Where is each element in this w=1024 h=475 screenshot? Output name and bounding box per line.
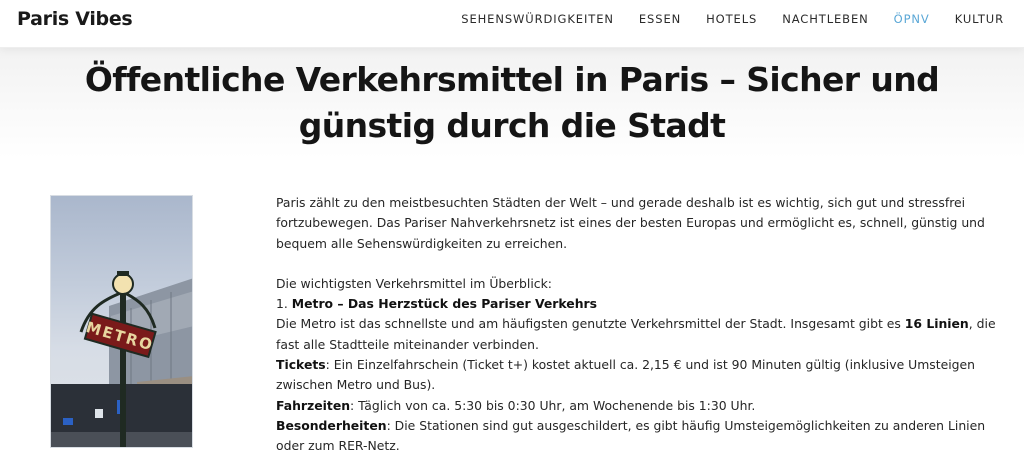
metro-desc-part1: Die Metro ist das schnellste und am häufigsten genutzte Verkehrsmittel der Stadt. Insgesamt gibt es [276,316,905,332]
metro-heading-number: 1. [276,296,288,312]
hours-label: Fahrzeiten [276,397,351,413]
tickets-text: : Ein Einzelfahrschein (Ticket t+) kostet aktuell ca. 2,15 € und ist 90 Minuten gültig (inklusive Umsteigen zwischen Metro und Bus). [276,357,975,393]
special-paragraph [276,416,996,457]
metro-entrance-illustration [51,196,193,448]
page-title-line-1: Öffentliche Verkehrsmittel in Paris – Sicher und [84,60,940,99]
hours-text: : Täglich von ca. 5:30 bis 0:30 Uhr, am Wochenende bis 1:30 Uhr. [350,397,756,413]
metro-heading-text: Metro – Das Herzstück des Pariser Verkehrs [291,296,598,312]
lamp-cap [117,271,129,276]
site-header [0,0,1024,48]
nav-item-kultur[interactable]: KULTUR [954,12,1004,26]
lamp-globe [113,274,133,294]
hours-paragraph [276,396,996,416]
metro-sign-text: METRO [83,318,156,355]
site-logo[interactable]: Paris Vibes [17,8,133,30]
main-nav [436,12,1004,26]
metro-desc-part2: , die fast alle Stadtteile miteinander verbinden. [276,316,996,352]
nav-item-hotels[interactable]: HOTELS [706,12,758,26]
nav-item-essen[interactable]: ESSEN [638,12,682,26]
metro-description [276,314,996,355]
tickets-paragraph [276,355,996,396]
overview-heading: Die wichtigsten Verkehrsmittel im Überblick: [276,275,552,291]
special-text: : Die Stationen sind gut ausgeschildert, es gibt häufig Umsteigemöglichkeiten zu anderen Linien oder zum RER-Netz. [276,417,986,454]
metro-heading [276,294,996,314]
metro-line-count: 16 Linien [904,316,969,332]
nav-item-nachtleben[interactable]: NACHTLEBEN [782,12,869,26]
nav-item-sehenswuerdigkeiten[interactable]: SEHENSWÜRDIGKEITEN [461,12,614,26]
nav-item-oepnv[interactable]: ÖPNV [893,12,930,26]
white-notice-sign [95,409,103,418]
page-title [30,57,994,149]
special-label: Besonderheiten [276,417,387,433]
lamp-post [120,284,126,448]
blue-notice-sign [63,418,73,425]
metro-sign-photo [50,195,193,448]
article-body [276,193,996,457]
tickets-label: Tickets [276,357,326,373]
intro-paragraph: Paris zählt zu den meistbesuchten Städten der Welt – und gerade deshalb ist es wichtig, sich gut und stressfrei fortzubewegen. Das Pariser Nahverkehrsnetz ist eines der besten Europas und ermöglicht es, schnell, günstig und bequem alle Sehenswürdigkeiten zu erreichen. [276,195,985,251]
page-title-line-2: günstig durch die Stadt [298,106,726,145]
paragraph-spacer [276,254,996,274]
